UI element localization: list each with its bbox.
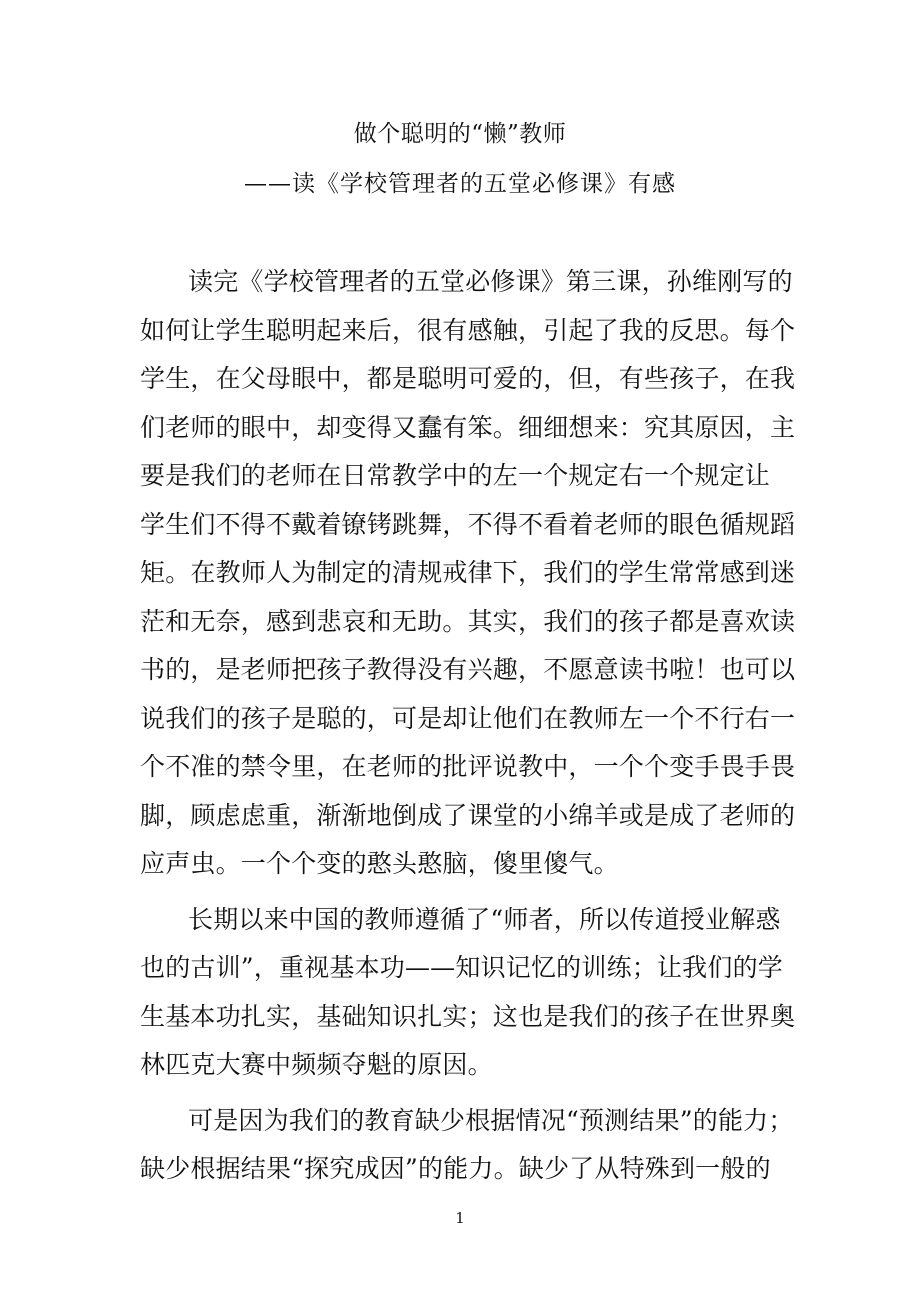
paragraph-1-line-8: 茫和无奈，感到悲哀和无助。其实，我们的孩子都是喜欢读	[140, 606, 796, 636]
paragraph-3-line-2: 缺少根据结果“探究成因”的能力。缺少了从特殊到一般的	[140, 1154, 771, 1183]
paragraph-1-line-12: 脚，顾虑虑重，渐渐地倒成了课堂的小绵羊或是成了老师的	[140, 800, 796, 830]
paragraph-2-line-3: 生基本功扎实，基础知识扎实；这也是我们的孩子在世界奥	[140, 1001, 796, 1031]
document-title: 做个聪明的“懒”教师	[353, 121, 567, 147]
paragraph-1-line-10: 说我们的孩子是聪的，可是却让他们在教师左一个不行右一	[140, 703, 796, 733]
paragraph-gap	[140, 1090, 782, 1097]
paragraph-1-line-1: 读完《学校管理者的五堂必修课》第三课，孙维刚写的	[188, 267, 793, 296]
document-body	[140, 258, 796, 1194]
paragraph-1-line-6: 学生们不得不戴着镣铐跳舞，不得不看着老师的眼色循规蹈	[140, 509, 796, 539]
paragraph-2-line-4: 林匹克大赛中频频夺魁的原因。	[140, 1050, 493, 1079]
paragraph-1-line-5: 要是我们的老师在日常教学中的左一个规定右一个规定让	[140, 461, 771, 490]
document-subtitle: ——读《学校管理者的五堂必修课》有感	[244, 171, 676, 197]
paragraph-1-line-2: 如何让学生聪明起来后，很有感触，引起了我的反思。每个	[140, 315, 796, 345]
paragraph-1-line-13: 应声虫。一个个变的憨头憨脑，傻里傻气。	[140, 849, 619, 878]
paragraph-gap	[140, 889, 782, 896]
paragraph-3-line-1: 可是因为我们的教育缺少根据情况“预测结果”的能力；	[188, 1105, 794, 1135]
paragraph-1-line-7: 矩。在教师人为制定的清规戒律下，我们的学生常常感到迷	[140, 558, 796, 587]
paragraph-2-line-1: 长期以来中国的教师遵循了“师者，所以传道授业解惑	[188, 904, 781, 934]
paragraph-1-line-4: 们老师的眼中，却变得又蠢有笨。细细想来：究其原因，主	[140, 412, 796, 442]
page-number: 1	[455, 1209, 465, 1227]
paragraph-2-line-2: 也的古训”，重视基本功——知识记忆的训练；让我们的学	[140, 953, 783, 982]
paragraph-1-line-9: 书的，是老师把孩子教得没有兴趣，不愿意读书啦！也可以	[140, 655, 796, 684]
paragraph-1-line-11: 个不准的禁令里，在老师的批评说教中，一个个变手畏手畏	[140, 752, 796, 781]
paragraph-1-line-3: 学生，在父母眼中，都是聪明可爱的，但，有些孩子，在我	[140, 364, 796, 393]
